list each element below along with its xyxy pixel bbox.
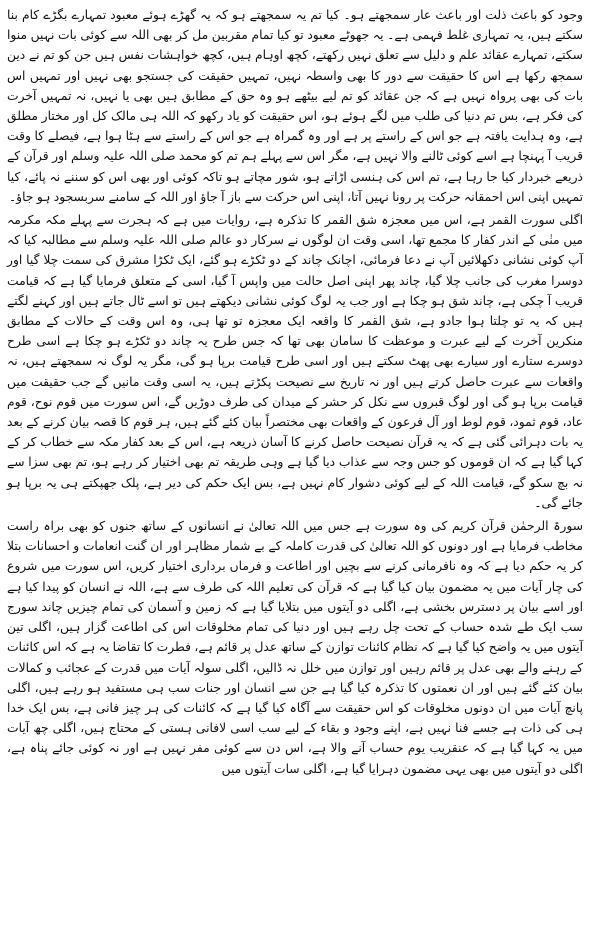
paragraph-2: اگلی سورت القمر ہے، اس میں معجزہ شق القمر کا تذکرہ ہے، روایات میں ہے کہ ہجرت سے پہلے مکہ مکرمہ میں منٰی کے اندر کفار کا مجمع تھا، اسی وقت ان لوگوں نے سرکار دو عالم صلی اللہ علیہ وسلم سے مطالبہ کیا کہ آپ کوئی نشانی دکھلائیں آپ نے دعا فرمائی، اچانک چاند کے دو ٹکڑے ہو گئے، ایک ٹکڑا مشرق کی سمت چلا گیا اور دوسرا مغرب کی جانب چلا گیا، چاند پھر اپنی اصل حالت میں واپس آ گیا، اسی کے متعلق فرمایا گیا ہے کہ قیامت قریب آ چکی ہے، چاند شق ہو چکا ہے اور جب یہ لوگ کوئی نشانی دیکھتے ہیں تو اسے ٹال جاتے ہیں اور کہنے لگتے ہیں کہ یہ تو چلتا ہوا جادو ہے، شق القمر کا واقعہ ایک معجزہ تو تھا ہی، وہ اس وقت کے حالات کے مطابق منکرین آخرت کے لیے عبرت و موعظت کا سامان بھی تھا کہ جس طرح یہ چاند دو ٹکڑے ہو چکا ہے اسی طرح دوسرے ستارے اور سیارے بھی پھٹ سکتے ہیں اور اسی طرح قیامت برپا ہو گی، مگر یہ لوگ نہ سمجھتے ہیں، نہ واقعات سے عبرت حاصل کرتے ہیں اور نہ تاریخ سے نصیحت پکڑتے ہیں، یہ اسی وقت مانیں گے جب حقیقت میں قیامت برپا ہو گی اور لوگ قبروں سے نکل کر حشر کے میدان کی طرف دوڑیں گے، اس سورت میں قوم نوح، قوم عاد، قوم ثمود، قوم لوط اور آل فرعون کے واقعات بھی مختصراً بیان کئے گئے ہیں، ہر قوم کا قصہ بیان کرنے کے بعد یہ بات دہرائی گئی ہے کہ یہ قرآن نصیحت حاصل کرنے کا آسان ذریعہ ہے، اس کے بعد کفار مکہ سے خطاب کر کے کہا گیا ہے کہ ان قوموں کو جس وجہ سے عذاب دیا گیا ہے وہی طریقہ تم بھی اختیار کر رہے ہو، تم بھی سزا سے نہ بچ سکو گے، قیامت اللہ کے لیے کوئی دشوار کام نہیں ہے، بس ایک حکم کی دیر ہے، پلک جھپکتے ہی یہ برپا ہو جائے گی۔ (7, 213, 583, 510)
paragraph-1: وجود کو باعث ذلت اور باعث عار سمجھتے ہو۔ کیا تم یہ سمجھتے ہو کہ یہ گھڑے ہوئے معبود تمہارے بگڑے کام بنا سکتے ہیں، یہ تمہاری غلط فہمی ہے۔ یہ جھوٹے معبود تو کیا تمام مقربین مل کر بھی اللہ سے کوئی بات نہیں منوا سکتے، تمہارے عقائد علم و دلیل سے تعلق نہیں رکھتے، کچھ اوہام ہیں، کچھ خواہشات نفس ہیں جن کو تم نے دین سمجھ رکھا ہے اس کا حقیقت سے دور کا بھی واسطہ نہیں، تمہیں حقیقت کی جستجو بھی نہیں اور تمہیں اس بات کی بھی پرواہ نہیں ہے کہ جن عقائد کو تم لیے بیٹھے ہو وہ حق کے مطابق ہیں بھی یا نہیں، نہ تمہیں آخرت کی فکر ہے، بس تم دنیا کی طلب میں لگے ہوئے ہو، اس حقیقت کو یاد رکھو کہ اللہ ہی مالک کل اور مختار مطلق ہے، وہ ہدایت یافتہ ہے جو اس کے راستے پر ہے اور وہ گمراہ ہے جو اس کے راستے سے ہٹا ہوا ہے، فیصلے کا وقت قریب آ پہنچا ہے اسے کوئی ٹالنے والا نہیں ہے، مگر اس سے پہلے ہم تم کو محمد صلی اللہ علیہ وسلم اور قرآن کے ذریعے خبردار کیا جا رہا ہے، تم اس کی ہنسی اڑاتے ہو، شور مچاتے ہو تاکہ کوئی اور بھی اس کو سننے نہ پائے، کیا تمہیں اپنی اس احمقانہ حرکت پر رونا نہیں آتا، اپنی اس حرکت سے باز آ جاؤ اور اللہ کے سامنے سربسجود ہو جاؤ۔ (7, 8, 583, 204)
paragraph-3: سورۃ الرحمٰن قرآن کریم کی وہ سورت ہے جس میں اللہ تعالیٰ نے انسانوں کے ساتھ جنوں کو بھی براہ راست مخاطب فرمایا ہے اور دونوں کو اللہ تعالیٰ کی قدرت کاملہ کے بے شمار مظاہر اور ان گنت انعامات و احسانات بتلا کر یہ حکم دیا ہے کہ وہ نافرمانی کرنے سے بچیں اور اطاعت و فرماں برداری اختیار کریں، اس سورت میں شروع کی چار آیات میں یہ مضمون بیان کیا گیا ہے کہ قرآن کی تعلیم اللہ کی طرف سے ہے، اللہ نے انسان کو پیدا کیا ہے اور اسے بیان پر دسترس بخشی ہے، اگلی دو آیتوں میں بتلایا گیا ہے کہ زمین و آسمان کی تمام چیزیں چاند سورج سب ایک طے شدہ حساب کے تحت چل رہے ہیں اور دنیا کی تمام مخلوقات اس کی اطاعت گزار ہیں، اگلی تین آیتوں میں یہ واضح کیا گیا ہے کہ نظام کائنات توازن کے ساتھ عدل پر قائم ہے، فطرت کا تقاضا یہ ہے کہ اس کائنات کے رہنے والے بھی عدل پر قائم رہیں اور توازن میں خلل نہ ڈالیں، اگلی سولہ آیات میں قدرت کے عجائب و کمالات بیان کئے گئے ہیں اور ان نعمتوں کا تذکرہ کیا گیا ہے جن سے انسان اور جنات سب ہی مستفید ہو رہے ہیں، اگلی پانچ آیات میں ان دونوں مخلوقات کو اس حقیقت سے آگاہ کیا گیا ہے کہ کائنات کی ہر چیز فانی ہے، بس ایک خدا ہی کی ذات ہے جسے فنا نہیں ہے، اپنے وجود و بقاء کے لیے سب اسی لافانی ہستی کے محتاج ہیں، اگلی چھ آیات میں یہ کہا گیا ہے کہ عنقریب یوم حساب آنے والا ہے، اس دن سے کوئی مفر نہیں ہے اور نہ کوئی جائے پناہ ہے، اگلی دو آیتوں میں بھی یہی مضمون دہرایا گیا ہے، اگلی سات آیتوں میں (7, 519, 583, 776)
